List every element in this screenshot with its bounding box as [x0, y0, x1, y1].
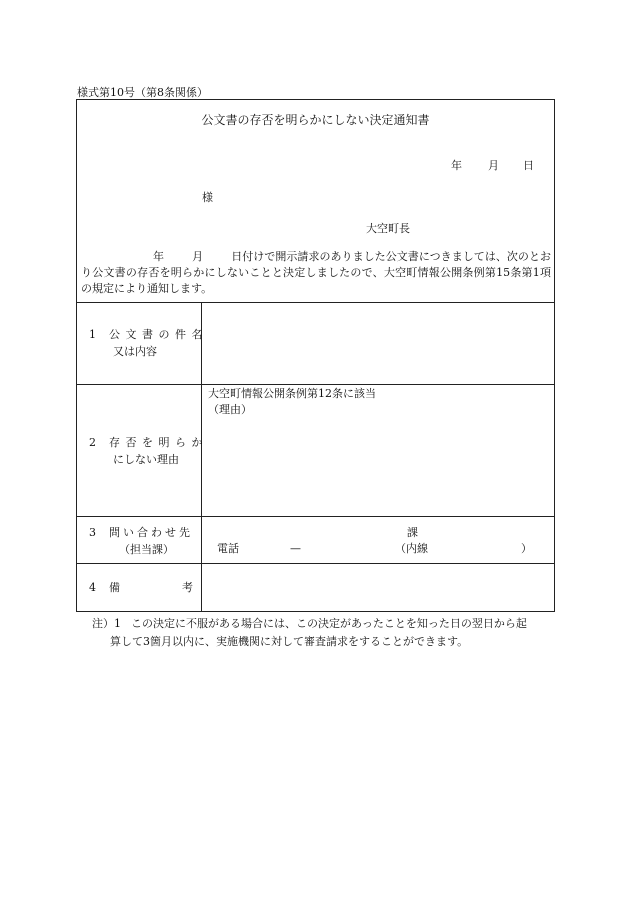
row-3-label — [89, 524, 193, 558]
row-2-value-line1: 大空町情報公開条例第12条に該当 — [208, 387, 376, 400]
date-month-label: 月 — [488, 159, 499, 172]
footnote — [92, 615, 554, 651]
row-2-label — [89, 434, 208, 468]
row-4-label-char2: 考 — [182, 581, 193, 594]
note-prefix: 注）1 — [92, 617, 121, 630]
row-1-number: 1 — [89, 328, 96, 341]
note-line2: 算して3箇月以内に、実施機関に対して審査請求をすることができます。 — [110, 635, 469, 648]
phone-dash: — — [290, 542, 301, 555]
row-4-label-char1: 備 — [109, 581, 120, 594]
row-4-number: 4 — [89, 581, 96, 594]
issuer-name: 大空町長 — [366, 222, 410, 235]
row-2-number: 2 — [89, 436, 96, 449]
divider — [77, 302, 554, 303]
divider — [77, 384, 554, 385]
row-1-label-line1: 公文書の件名 — [109, 328, 208, 341]
recipient-suffix: 様 — [202, 191, 213, 204]
row-1-label — [89, 326, 208, 360]
body-year: 年 — [153, 250, 165, 263]
extension-label: （内線 — [395, 542, 428, 555]
notice-body — [81, 249, 551, 297]
form-number: 様式第10号（第8条関係） — [77, 86, 208, 99]
dept-suffix: 課 — [407, 526, 418, 539]
row-3-label-line2: （担当課） — [119, 543, 174, 556]
divider — [77, 516, 554, 517]
row-3-label-line1: 問い合わせ先 — [109, 526, 193, 539]
row-4-label — [89, 579, 193, 596]
document-title: 公文書の存否を明らかにしない決定通知書 — [201, 113, 430, 127]
row-3-number: 3 — [89, 526, 96, 539]
body-month: 月 — [192, 250, 204, 263]
notice-form — [76, 99, 555, 612]
row-2-label-line1: 存否を明らか — [109, 436, 208, 449]
divider — [77, 563, 554, 564]
date-day-label: 日 — [523, 159, 534, 172]
row-2-label-line2: にしない理由 — [113, 453, 179, 466]
row-2-value-line2: （理由） — [208, 403, 252, 416]
note-line1: この決定に不服がある場合には、この決定があったことを知った日の翌日から起 — [131, 617, 527, 630]
row-1-label-line2: 又は内容 — [113, 345, 157, 358]
extension-close: ） — [521, 542, 532, 555]
date-year-label: 年 — [451, 159, 462, 172]
body-text: 日付けで開示請求のありました公文書につきましては、次のとおり公文書の存否を明らかにしないことと決定しましたので、大空町情報公開条例第15条第1項の規定により通知します。 — [81, 250, 552, 295]
phone-label: 電話 — [217, 542, 239, 555]
